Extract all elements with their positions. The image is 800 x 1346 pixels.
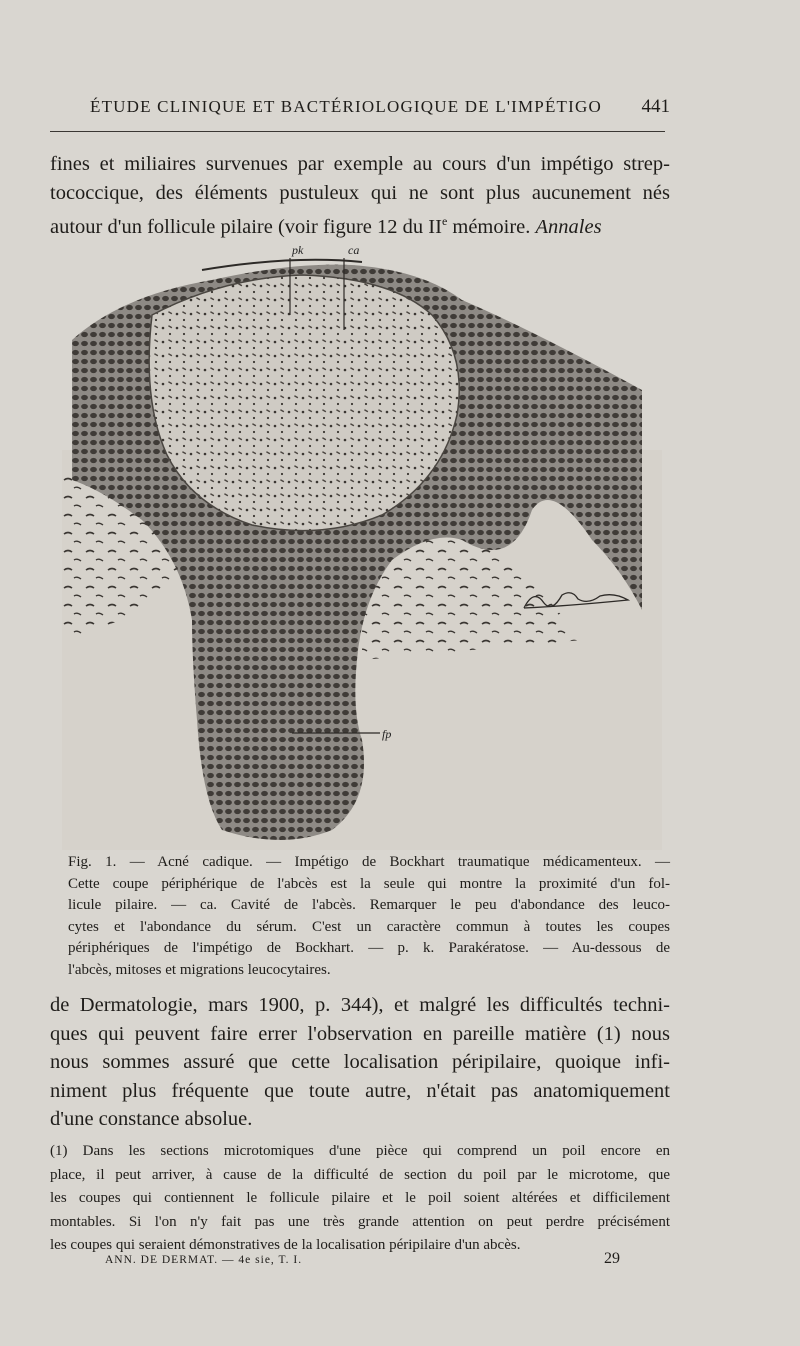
- caption-line: Fig. 1. — Acné cadique. — Impétigo de Bockhart traumatique médicamenteux. —: [68, 854, 670, 870]
- caption-line: périphériques de l'impétigo de Bockhart. — p. k. Parakératose. — Au-dessous de: [68, 940, 670, 956]
- text-line: [50, 207, 670, 241]
- text-line: d'une constance absolue.: [50, 1108, 253, 1130]
- text-segment: autour d'un follicule pilaire (voir figure 12 du II: [50, 215, 442, 238]
- text-line: tococcique, des éléments pustuleux qui ne sont plus aucunement nés: [50, 181, 670, 204]
- figure-caption: [50, 852, 670, 981]
- signature-number: 29: [604, 1250, 620, 1267]
- footnote-line: montables. Si l'on n'y fait pas une très grande attention on peut perdre précisément: [50, 1213, 670, 1230]
- histology-figure: [62, 240, 662, 850]
- text-line: de Dermatologie, mars 1900, p. 344), et malgré les difficultés techni-: [50, 994, 670, 1016]
- text-segment: mémoire.: [447, 215, 536, 238]
- superscript: e: [441, 214, 448, 228]
- running-title: ÉTUDE CLINIQUE ET BACTÉRIOLOGIQUE DE L'IMPÉTIGO: [90, 97, 602, 116]
- paragraph-2: [50, 991, 670, 1134]
- caption-line: cytes et l'abondance du sérum. C'est un caractère commun à toutes les coupes: [68, 918, 670, 935]
- text-line: ques qui peuvent faire errer l'observation en pareille matière (1) nous: [50, 1022, 670, 1045]
- label-fp: fp: [382, 727, 392, 741]
- label-ca: ca: [348, 243, 360, 257]
- abscess-cavity: [149, 275, 459, 531]
- footnote-line: les coupes qui seraient démonstratives de la localisation péripilaire d'un abcès.: [50, 1237, 521, 1253]
- caption-line: Cette coupe périphérique de l'abcès est la seule qui montre la proximité d'un fol-: [68, 875, 670, 892]
- caption-line: l'abcès, mitoses et migrations leucocytaires.: [68, 961, 331, 978]
- caption-line: licule pilaire. — ca. Cavité de l'abcès. Remarquer le peu d'abondance des leuco-: [68, 897, 670, 913]
- page-number: 441: [641, 96, 670, 117]
- footnote-line: place, il peut arriver, à cause de la difficulté de section du poil par le microtome, que: [50, 1166, 670, 1183]
- histology-drawing: [62, 240, 662, 850]
- running-header: [90, 96, 670, 118]
- text-line: nous sommes assuré que cette localisation péripilaire, quoique infi-: [50, 1051, 670, 1073]
- text-line: fines et miliaires survenues par exemple au cours d'un impétigo strep-: [50, 153, 670, 175]
- text-line: niment plus fréquente que toute autre, n'était pas anatomiquement: [50, 1079, 670, 1102]
- paragraph-1: [50, 150, 670, 241]
- footnote: [50, 1140, 670, 1258]
- label-pk: pk: [292, 243, 304, 257]
- journal-reference: ANN. DE DERMAT. — 4e sie, T. I.: [105, 1254, 303, 1266]
- footnote-line: (1) Dans les sections microtomiques d'une pièce qui comprend un poil encore en: [50, 1143, 670, 1159]
- header-rule: [50, 131, 665, 132]
- footnote-line: les coupes qui contiennent le follicule pilaire et le poil soient altérées et difficilement: [50, 1190, 670, 1206]
- page-footer: [105, 1250, 620, 1268]
- journal-title-italic: Annales: [535, 215, 602, 238]
